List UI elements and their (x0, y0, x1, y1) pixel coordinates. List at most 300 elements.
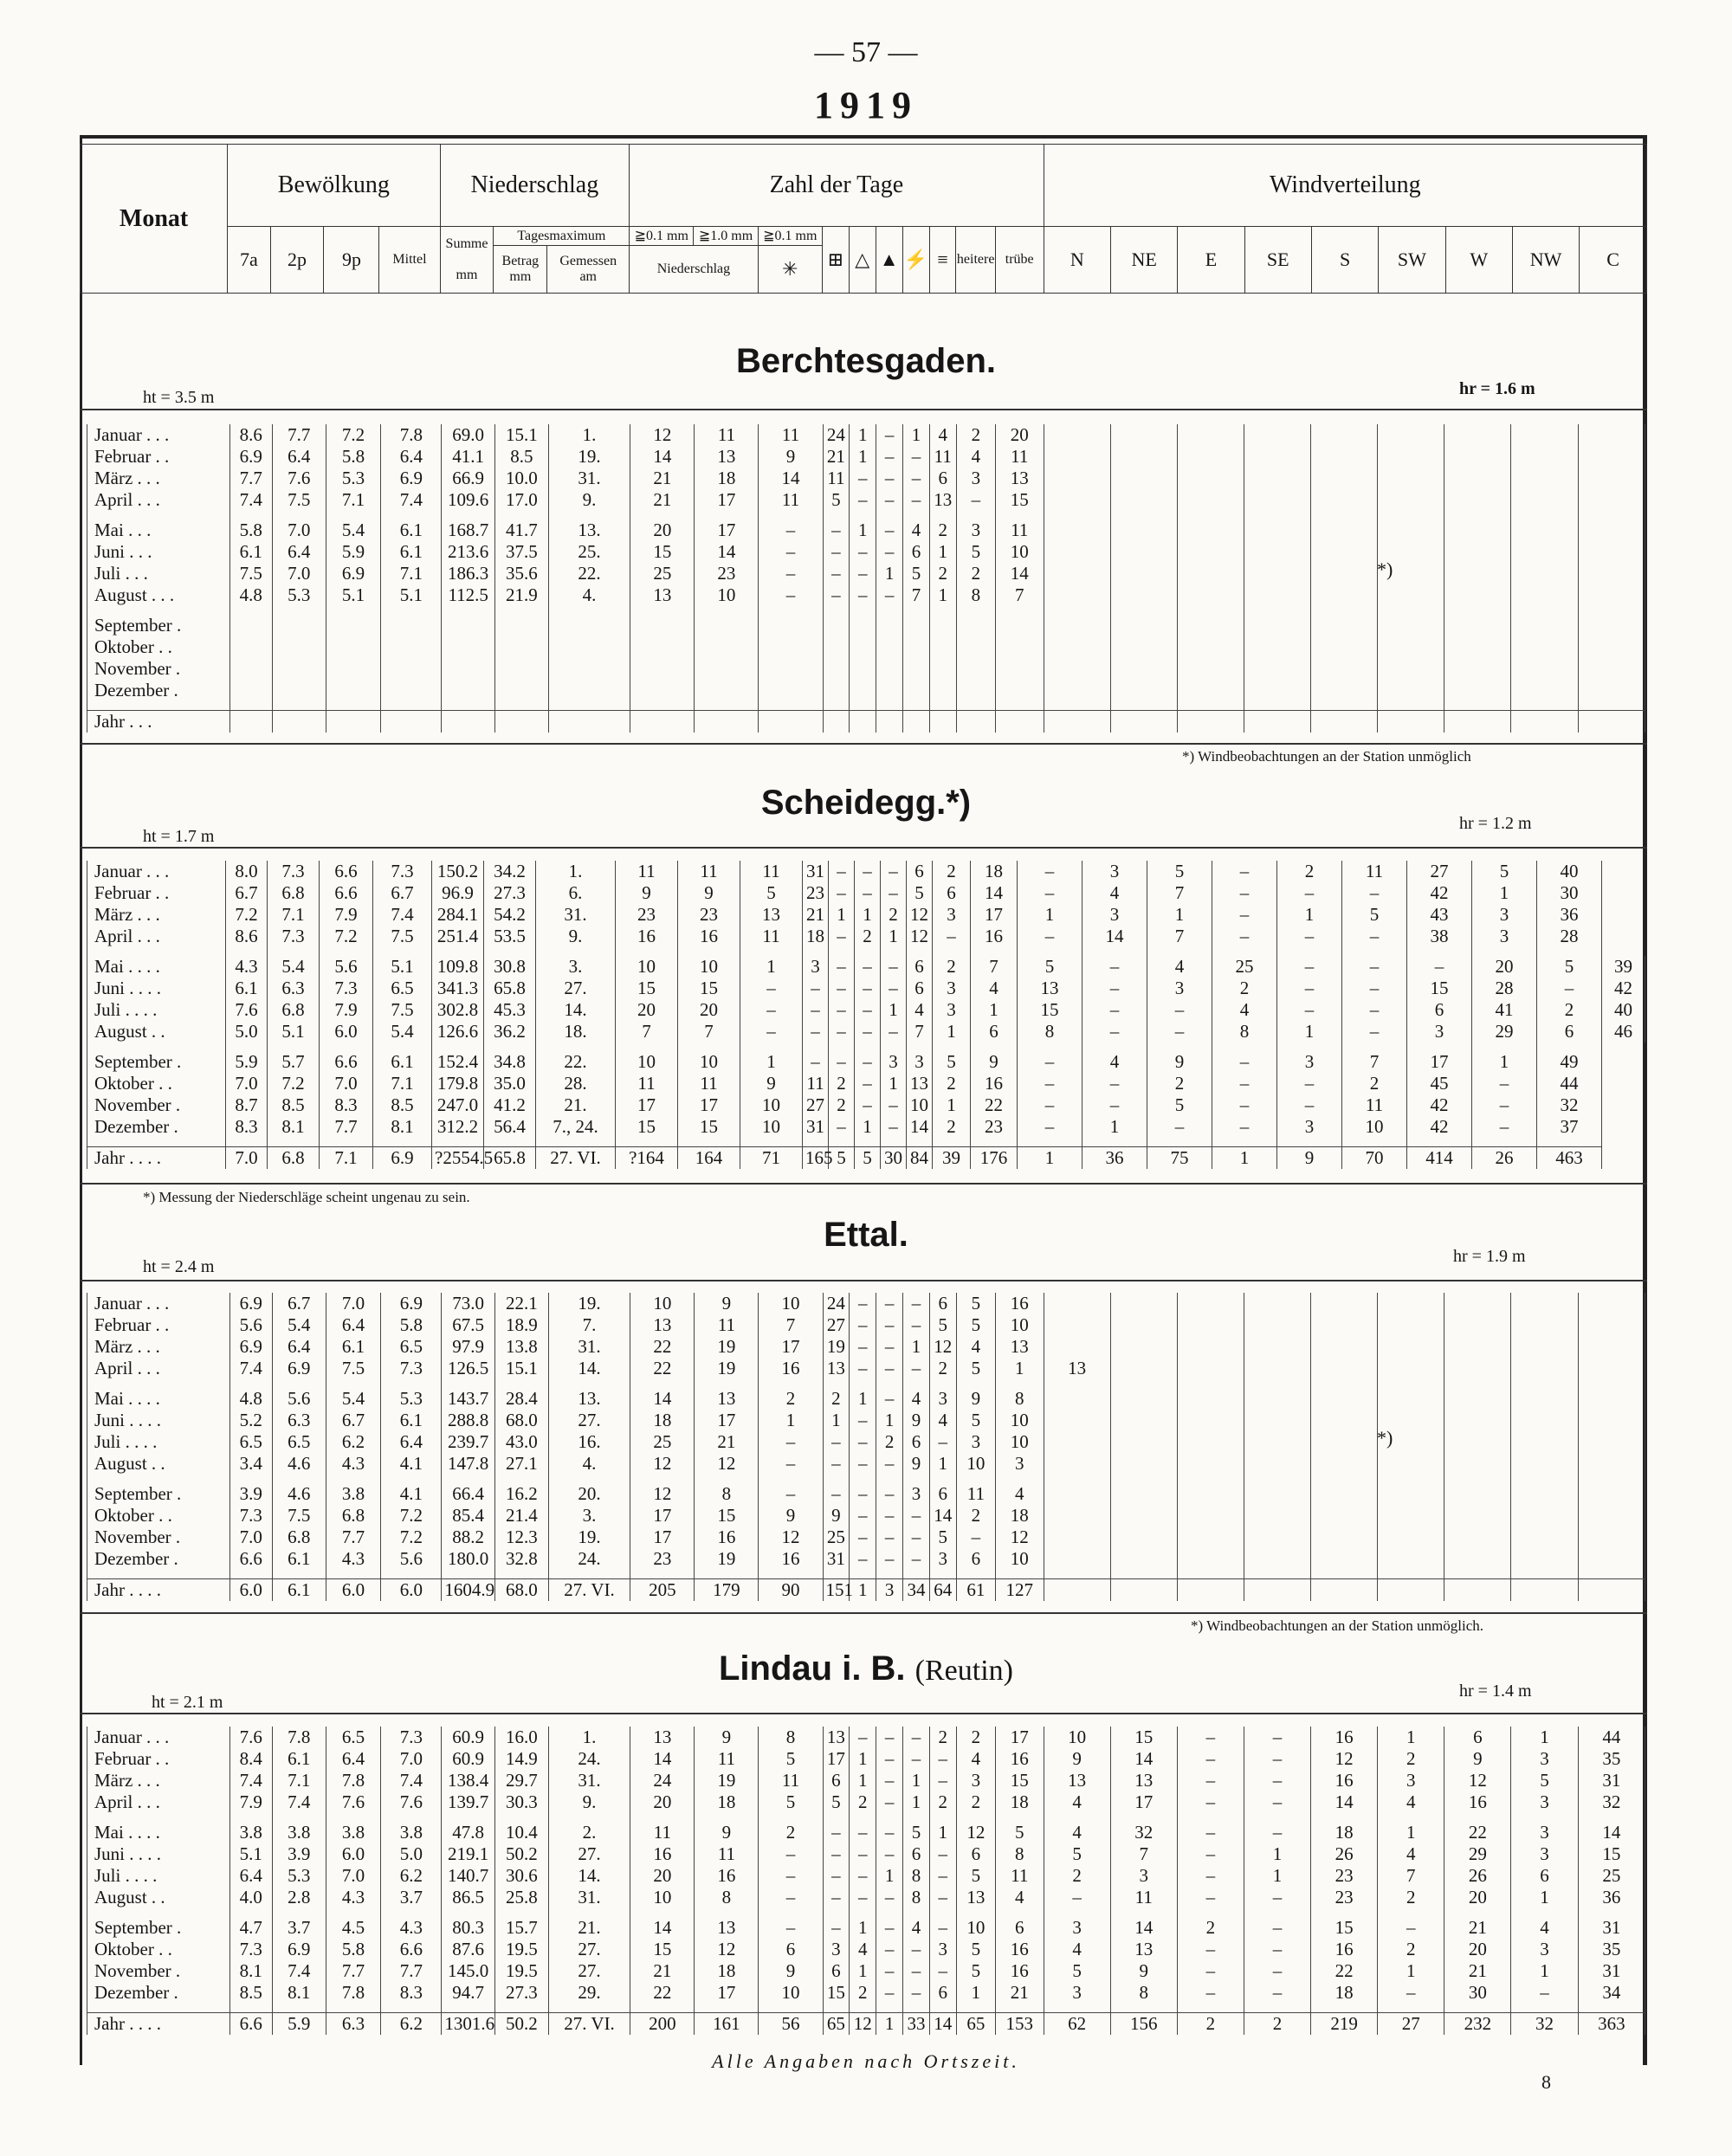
cell-summe: 138.4 (442, 1770, 495, 1791)
spacer-cell (876, 1570, 903, 1579)
cell-truebe: 9 (971, 1051, 1018, 1073)
cell-wind-sw (1378, 584, 1444, 606)
cell-wind-nw: 1 (1511, 1960, 1578, 1982)
spacer-cell (876, 1813, 903, 1822)
cell-bew-9p: 7.2 (326, 424, 381, 446)
cell-wind-sw: 11 (1342, 1094, 1407, 1116)
cell-wind-c (1578, 615, 1645, 636)
cell-wind-c: 40 (1537, 861, 1602, 882)
spacer-cell (630, 2004, 695, 2013)
header-gemessen (547, 246, 630, 294)
cell-betrag (495, 680, 549, 701)
cell-summe: 73.0 (442, 1293, 495, 1314)
cell-month: März . . . (87, 1770, 230, 1791)
cell-wind-c: 2 (1537, 999, 1602, 1021)
cell-wind-c (1578, 1453, 1645, 1475)
cell-bew-mittel (381, 658, 442, 680)
spacer-cell (442, 1475, 495, 1483)
cell-heitere (956, 636, 995, 658)
cell-sym-graupel: – (829, 1021, 855, 1042)
spacer-cell (929, 701, 956, 711)
cell-wind-w: 12 (1444, 1770, 1511, 1791)
cell-bew-2p (272, 615, 326, 636)
cell-wind-nw (1511, 1483, 1578, 1505)
cell-sym-hail-solid: 2 (855, 926, 881, 947)
cell-wind-sw: 1 (1378, 1960, 1444, 1982)
cell-sym-hail-solid: 1 (876, 2013, 903, 2036)
cell-sym-fog: 12 (907, 926, 933, 947)
cell-sym-thunder: – (881, 882, 907, 904)
spacer-cell (956, 701, 995, 711)
cell-tage-01: 10 (630, 1887, 695, 1908)
spacer-cell (850, 1570, 876, 1579)
cell-wind-c (1578, 658, 1645, 680)
cell-wind-nw: 1 (1472, 1051, 1537, 1073)
header-wind-s: S (1311, 227, 1378, 294)
cell-tage-snow: 16 (759, 1358, 823, 1379)
cell-truebe: 13 (995, 1336, 1044, 1358)
spacer-cell (442, 1813, 495, 1822)
table-row (87, 1548, 1645, 1570)
spacer-cell (1511, 701, 1578, 711)
cell-sym-hail-solid: – (876, 541, 903, 563)
cell-wind-c: 44 (1578, 1727, 1645, 1748)
cell-wind-sw (1378, 1388, 1444, 1410)
spacer-cell (1177, 1570, 1244, 1579)
cell-summe: 85.4 (442, 1505, 495, 1527)
spacer-cell (272, 1908, 326, 1917)
cell-heitere: 6 (956, 1843, 995, 1865)
cell-betrag: 65.8 (484, 1147, 536, 1170)
column-header (80, 144, 1647, 294)
cell-sym-graupel: 1 (850, 1388, 876, 1410)
spacer-cell (995, 1570, 1044, 1579)
cell-bew-9p: 7.0 (326, 1293, 381, 1314)
cell-sym-thunder: – (903, 1358, 930, 1379)
cell-wind-sw: 70 (1342, 1147, 1407, 1170)
cell-sym-graupel: – (829, 999, 855, 1021)
spacer-cell (1212, 947, 1277, 956)
cell-sym-fog: 1 (929, 1453, 956, 1475)
table-row (87, 1727, 1645, 1748)
cell-bew-9p: 5.4 (326, 1388, 381, 1410)
cell-wind-e (1177, 711, 1244, 733)
cell-wind-n (1044, 1336, 1110, 1358)
cell-wind-ne (1110, 489, 1177, 511)
table-row (87, 658, 1645, 680)
cell-month: September . (87, 1917, 230, 1939)
cell-gemessen: 22. (548, 563, 630, 584)
spacer-cell (229, 1475, 272, 1483)
station-note: *) Windbeobachtungen an der Station unmöglich. (1191, 1617, 1483, 1634)
spacer-cell (87, 1475, 230, 1483)
cell-sym-hail-solid: – (855, 1021, 881, 1042)
spacer-cell (1511, 511, 1578, 520)
cell-bew-7a: 8.3 (226, 1116, 268, 1138)
cell-tage-snow: 11 (759, 424, 823, 446)
cell-sym-hail: 18 (803, 926, 829, 947)
spacer-cell (1342, 1138, 1407, 1147)
cell-sym-thunder: 3 (881, 1051, 907, 1073)
table-row (87, 636, 1645, 658)
cell-wind-n: – (1044, 1887, 1110, 1908)
cell-wind-e (1177, 1527, 1244, 1548)
cell-sym-thunder: 8 (903, 1887, 930, 1908)
spacer-cell (1147, 1042, 1212, 1051)
section-rule (80, 1713, 1647, 1714)
cell-wind-s: 22 (1311, 1960, 1378, 1982)
cell-gemessen (548, 615, 630, 636)
cell-gemessen: 24. (548, 1548, 630, 1570)
cell-wind-s (1311, 711, 1378, 733)
cell-sym-graupel (850, 615, 876, 636)
cell-heitere: 3 (933, 978, 971, 999)
cell-gemessen: 9. (536, 926, 616, 947)
spacer-cell (1177, 606, 1244, 615)
cell-wind-s (1311, 1388, 1378, 1410)
cell-sym-hail: 65 (823, 2013, 850, 2036)
cell-bew-mittel: 6.5 (381, 1336, 442, 1358)
cell-tage-10: 18 (695, 1791, 759, 1813)
cell-betrag: 10.0 (495, 468, 549, 489)
cell-wind-n (1044, 563, 1110, 584)
cell-tage-01: 20 (616, 999, 678, 1021)
spacer-cell (484, 947, 536, 956)
cell-wind-w: 20 (1444, 1939, 1511, 1960)
cell-sym-fog: 13 (929, 489, 956, 511)
cell-sym-fog: 7 (907, 1021, 933, 1042)
cell-wind-s: 23 (1311, 1865, 1378, 1887)
cell-sym-hail: 13 (823, 1727, 850, 1748)
cell-sym-hail-solid: – (876, 584, 903, 606)
cell-tage-01: 20 (630, 520, 695, 541)
cell-wind-e: 2 (1177, 2013, 1244, 2036)
spacer-cell (381, 1813, 442, 1822)
cell-tage-10: 9 (695, 1293, 759, 1314)
spacer-cell (759, 511, 823, 520)
cell-wind-e: 5 (1147, 861, 1212, 882)
spacer-cell (933, 947, 971, 956)
cell-wind-se (1244, 680, 1310, 701)
cell-tage-10: 19 (695, 1358, 759, 1379)
row-spacer (87, 1570, 1645, 1579)
cell-wind-n: 13 (1044, 1770, 1110, 1791)
cell-heitere: 3 (956, 520, 995, 541)
cell-bew-7a: 7.4 (229, 1358, 272, 1379)
spacer-cell (995, 1813, 1044, 1822)
summe-unit: mm (456, 268, 478, 282)
cell-tage-01: 22 (630, 1358, 695, 1379)
cell-truebe (995, 636, 1044, 658)
spacer-cell (876, 1379, 903, 1388)
spacer-cell (903, 511, 930, 520)
cell-sym-graupel: – (829, 1051, 855, 1073)
cell-wind-c: 36 (1578, 1887, 1645, 1908)
cell-truebe: 17 (995, 1727, 1044, 1748)
table-row (87, 978, 1645, 999)
cell-bew-9p: 6.0 (326, 1843, 381, 1865)
cell-bew-2p: 7.8 (272, 1727, 326, 1748)
cell-wind-n: – (1018, 1073, 1082, 1094)
table-row (87, 1293, 1645, 1314)
cell-sym-fog: 2 (929, 1358, 956, 1379)
spacer-cell (381, 1379, 442, 1388)
cell-betrag: 13.8 (495, 1336, 549, 1358)
cell-summe: 147.8 (442, 1453, 495, 1475)
cell-wind-sw: – (1342, 882, 1407, 904)
cell-wind-n (1044, 711, 1110, 733)
cell-wind-e: – (1147, 999, 1212, 1021)
table-row (87, 1917, 1645, 1939)
cell-tage-01: 16 (616, 926, 678, 947)
cell-month: Jahr . . . . (87, 1147, 226, 1170)
cell-tage-10: 161 (695, 2013, 759, 2036)
spacer-cell (484, 1042, 536, 1051)
spacer-cell (87, 606, 230, 615)
cell-gemessen: 31. (548, 1770, 630, 1791)
cell-wind-e (1177, 1336, 1244, 1358)
cell-sym-fog: 2 (929, 563, 956, 584)
cell-bew-7a: 6.4 (229, 1865, 272, 1887)
cell-wind-sw (1378, 1505, 1444, 1527)
cell-bew-7a: 8.1 (229, 1960, 272, 1982)
cell-sym-thunder: 4 (903, 520, 930, 541)
cell-month: Juni . . . . (87, 1410, 230, 1431)
cell-heitere (956, 615, 995, 636)
spacer-cell (850, 511, 876, 520)
cell-wind-sw (1378, 1579, 1444, 1602)
cell-sym-hail-solid: – (855, 1051, 881, 1073)
cell-tage-snow: 9 (759, 1960, 823, 1982)
table-row (87, 1770, 1645, 1791)
cell-wind-nw: 5 (1472, 861, 1537, 882)
cell-wind-se (1244, 1431, 1310, 1453)
cell-tage-01: 23 (630, 1548, 695, 1570)
spacer-cell (759, 1475, 823, 1483)
spacer-cell (630, 701, 695, 711)
spacer-cell (1311, 1475, 1378, 1483)
cell-wind-nw (1511, 1410, 1578, 1431)
cell-bew-2p: 4.6 (272, 1483, 326, 1505)
spacer-cell (326, 606, 381, 615)
cell-wind-e: 4 (1147, 956, 1212, 978)
table-row (87, 999, 1645, 1021)
cell-sym-graupel: 2 (850, 1791, 876, 1813)
cell-month: September . (87, 615, 230, 636)
cell-heitere: 10 (956, 1453, 995, 1475)
cell-tage-01: 14 (630, 446, 695, 468)
row-spacer (87, 1813, 1645, 1822)
cell-wind-sw: – (1342, 978, 1407, 999)
cell-wind-w (1444, 636, 1511, 658)
cell-sym-hail: 27 (823, 1314, 850, 1336)
cell-wind-s: – (1277, 956, 1342, 978)
cell-heitere: 2 (956, 563, 995, 584)
table-row (87, 424, 1645, 446)
cell-tage-snow: – (759, 1917, 823, 1939)
cell-tage-01: 10 (616, 1051, 678, 1073)
spacer-cell (381, 1570, 442, 1579)
spacer-cell (1407, 947, 1472, 956)
cell-bew-2p: 8.1 (268, 1116, 320, 1138)
cell-wind-e (1177, 615, 1244, 636)
cell-sym-fog: 3 (929, 1548, 956, 1570)
spacer-cell (695, 2004, 759, 2013)
cell-month: Juli . . . (87, 563, 230, 584)
page-number: — 57 — (814, 36, 918, 68)
cell-summe: 152.4 (432, 1051, 484, 1073)
cell-sym-thunder: 1 (881, 1073, 907, 1094)
cell-wind-c: 32 (1578, 1791, 1645, 1813)
cell-heitere: – (956, 489, 995, 511)
spacer-cell (823, 701, 850, 711)
cell-sym-fog: 1 (929, 1822, 956, 1843)
cell-tage-snow: – (759, 584, 823, 606)
cell-sym-fog: 2 (929, 520, 956, 541)
cell-tage-01: 22 (630, 1982, 695, 2004)
cell-sym-thunder: 1 (881, 926, 907, 947)
cell-wind-c (1578, 563, 1645, 584)
cell-sym-fog: 3 (907, 1051, 933, 1073)
cell-month: Januar . . . (87, 1293, 230, 1314)
cell-sym-graupel: – (850, 1453, 876, 1475)
cell-sym-hail: 15 (823, 1982, 850, 2004)
cell-wind-w: 29 (1444, 1843, 1511, 1865)
cell-wind-n: 13 (1018, 978, 1082, 999)
cell-bew-9p: 6.6 (320, 882, 373, 904)
cell-wind-nw: 4 (1511, 1917, 1578, 1939)
cell-wind-e: 7 (1147, 926, 1212, 947)
spacer-cell (630, 1475, 695, 1483)
cell-wind-sw: 10 (1342, 1116, 1407, 1138)
spacer-cell (881, 947, 907, 956)
cell-bew-2p: 6.1 (272, 1579, 326, 1602)
cell-truebe: 15 (995, 489, 1044, 511)
spacer-cell (956, 1813, 995, 1822)
cell-truebe (995, 680, 1044, 701)
cell-summe: 96.9 (432, 882, 484, 904)
page-year: 1919 (814, 84, 918, 126)
cell-wind-n: 62 (1044, 2013, 1110, 2036)
cell-gemessen: 31. (548, 1887, 630, 1908)
spacer-cell (695, 1813, 759, 1822)
cell-sym-hail: 6 (823, 1770, 850, 1791)
cell-wind-s (1311, 658, 1378, 680)
cell-wind-e: – (1177, 1822, 1244, 1843)
cell-wind-sw (1378, 636, 1444, 658)
cell-wind-s (1311, 1548, 1378, 1570)
cell-wind-ne (1110, 1314, 1177, 1336)
cell-summe: 66.4 (442, 1483, 495, 1505)
spacer-cell (548, 1813, 630, 1822)
cell-wind-ne: 36 (1082, 1147, 1147, 1170)
cell-bew-mittel: 4.3 (381, 1917, 442, 1939)
cell-wind-n (1044, 1548, 1110, 1570)
cell-wind-sw: 2 (1378, 1939, 1444, 1960)
cell-tage-10: 8 (695, 1483, 759, 1505)
cell-wind-c: 30 (1537, 882, 1602, 904)
cell-sym-hail: 5 (823, 1791, 850, 1813)
cell-month: September . (87, 1483, 230, 1505)
cell-wind-se (1244, 1483, 1310, 1505)
header-bewoelkung: Bewölkung (228, 145, 440, 227)
station-table-3 (87, 1727, 1645, 2035)
cell-tage-10: 23 (695, 563, 759, 584)
cell-wind-nw (1511, 424, 1578, 446)
cell-wind-s (1311, 636, 1378, 658)
table-row (87, 1051, 1645, 1073)
spacer-cell (630, 1908, 695, 1917)
cell-bew-2p: 2.8 (272, 1887, 326, 1908)
cell-bew-mittel: 5.4 (373, 1021, 432, 1042)
cell-bew-7a: 4.7 (229, 1917, 272, 1939)
cell-wind-ne: – (1082, 1021, 1147, 1042)
cell-truebe: 12 (995, 1527, 1044, 1548)
cell-truebe: 18 (995, 1505, 1044, 1527)
cell-bew-2p: 7.7 (272, 424, 326, 446)
cell-wind-nw: 32 (1511, 2013, 1578, 2036)
cell-bew-2p: 8.1 (272, 1982, 326, 2004)
cell-wind-s (1311, 584, 1378, 606)
cell-bew-9p: 6.4 (326, 1314, 381, 1336)
cell-tage-10: 11 (678, 1073, 740, 1094)
cell-bew-mittel: 6.1 (381, 1410, 442, 1431)
snow-icon: ✳ (758, 246, 822, 294)
cell-summe (442, 615, 495, 636)
spacer-cell (536, 1138, 616, 1147)
spacer-cell (548, 1570, 630, 1579)
cell-sym-fog: – (929, 1887, 956, 1908)
cell-wind-w (1444, 424, 1511, 446)
spacer-cell (956, 511, 995, 520)
cell-bew-2p: 6.1 (272, 1748, 326, 1770)
cell-bew-mittel: 6.1 (373, 1051, 432, 1073)
table-row (87, 1147, 1645, 1170)
spacer-cell (381, 606, 442, 615)
cell-wind-se (1244, 711, 1310, 733)
cell-month: Dezember . (87, 1982, 230, 2004)
cell-tage-01: 14 (630, 1388, 695, 1410)
cell-bew-2p: 6.4 (272, 541, 326, 563)
cell-gemessen: 27. VI. (536, 1147, 616, 1170)
section-rule (80, 1612, 1647, 1614)
table-row (87, 680, 1645, 701)
cell-bew-9p: 7.7 (326, 1960, 381, 1982)
cell-bew-mittel: 7.4 (381, 489, 442, 511)
cell-sym-hail: – (803, 1051, 829, 1073)
spacer-cell (903, 606, 930, 615)
cell-summe: 41.1 (442, 446, 495, 468)
cell-heitere: 1 (956, 1982, 995, 2004)
cell-summe: 284.1 (432, 904, 484, 926)
spacer-cell (971, 1042, 1018, 1051)
cell-summe: 80.3 (442, 1917, 495, 1939)
cell-wind-w (1444, 584, 1511, 606)
cell-betrag: 30.3 (495, 1791, 549, 1813)
cell-month: Mai . . . . (87, 1822, 230, 1843)
section-rule (80, 409, 1647, 410)
spacer-cell (536, 1042, 616, 1051)
cell-sym-thunder: – (881, 1094, 907, 1116)
cell-sym-hail: 11 (823, 468, 850, 489)
cell-tage-10: 20 (678, 999, 740, 1021)
spacer-cell (381, 511, 442, 520)
cell-bew-7a: 7.4 (229, 489, 272, 511)
cell-heitere: 4 (956, 1336, 995, 1358)
spacer-cell (995, 1379, 1044, 1388)
cell-wind-n (1044, 424, 1110, 446)
cell-wind-se: 2 (1244, 2013, 1310, 2036)
